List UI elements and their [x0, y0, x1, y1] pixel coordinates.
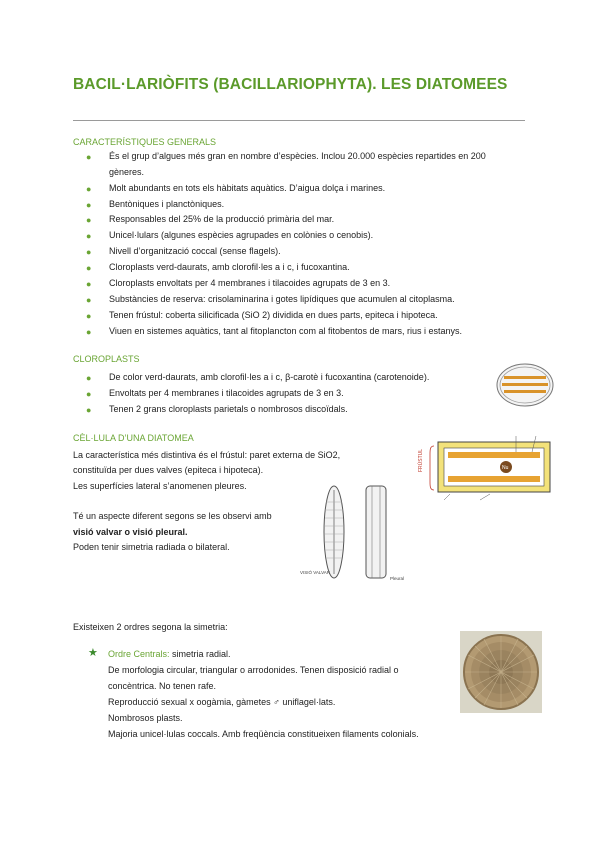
paragraph-line: Reproducció sexual x oogàmia, gàmetes ♂ uniflagel·lats.	[108, 697, 336, 707]
bullet-icon: ●	[86, 295, 92, 305]
ordre-centrals-desc: simetria radial.	[169, 649, 231, 659]
list-item: Cloroplasts verd-daurats, amb clorofil·les a i c, i fucoxantina.	[109, 262, 350, 272]
list-item: Responsables del 25% de la producció primària del mar.	[109, 214, 335, 224]
list-item: Tenen frústul: coberta silicificada (SiO 2) dividida en dues parts, epiteca i hipoteca.	[109, 310, 438, 320]
list-item: Unicel·lulars (algunes espècies agrupades en colònies o cenobis).	[109, 230, 374, 240]
bullet-icon: ●	[86, 184, 92, 194]
paragraph-line: visió valvar o visió pleural.	[73, 527, 188, 537]
list-item: Cloroplasts envoltats per 4 membranes i tilacoides agrupats de 3 en 3.	[109, 278, 391, 288]
bullet-icon: ●	[86, 247, 92, 257]
list-item: És el grup d’algues més gran en nombre d’espècies. Inclou 20.000 espècies repartides en 200	[109, 151, 486, 161]
pleural-label: Pleural	[390, 576, 405, 581]
paragraph-line: Les superfícies lateral s’anomenen pleures.	[73, 481, 247, 491]
paragraph-line: constituïda per dues valves (epiteca i hipoteca).	[73, 465, 264, 475]
list-item: Substàncies de reserva: crisolaminarina i gotes lipídiques que acumulen al citoplasma.	[109, 294, 455, 304]
bullet-icon: ●	[86, 231, 92, 241]
title-divider	[73, 120, 525, 121]
list-item: Envoltats per 4 membranes i tilacoides agrupats de 3 en 3.	[109, 388, 344, 398]
list-item: Bentòniques i planctòniques.	[109, 199, 225, 209]
central-diatom-photo	[460, 631, 542, 713]
star-icon: ★	[88, 647, 98, 659]
bullet-icon: ●	[86, 200, 92, 210]
list-item: Viuen en sistemes aquàtics, tant al fitoplancton com al fitobentos de mars, rius i estanys.	[109, 326, 463, 336]
list-item: De color verd-daurats, amb clorofil·les a i c, β-carotè i fucoxantina (carotenoide).	[109, 372, 430, 382]
list-item: Tenen 2 grans cloroplasts parietals o nombrosos discoïdals.	[109, 404, 348, 414]
paragraph-line: La característica més distintiva és el frústul: paret externa de SiO2,	[73, 450, 341, 460]
section-heading-generals: CARACTERÍSTIQUES GENERALS	[73, 137, 217, 147]
bullet-icon: ●	[86, 263, 92, 273]
bullet-icon: ●	[86, 311, 92, 321]
nucleus-label: Nu	[502, 465, 509, 471]
bullet-icon: ●	[86, 215, 92, 225]
frustul-label: FRÚSTUL	[418, 448, 424, 472]
chloroplast-illustration	[495, 362, 555, 408]
list-item: Nivell d’organització coccal (sense flagels).	[109, 246, 281, 256]
list-item-continuation: gèneres.	[109, 167, 145, 177]
bullet-icon: ●	[86, 279, 92, 289]
paragraph-line: Majoria unicel·lulas coccals. Amb freqüència constitueixen filaments colonials.	[108, 729, 419, 739]
bullet-icon: ●	[86, 389, 92, 399]
visio-valvar-label: VISIÓ VALVAR	[300, 570, 331, 575]
bullet-icon: ●	[86, 373, 92, 383]
diatom-cell-diagram	[420, 432, 560, 504]
list-item: Molt abundants en tots els hàbitats aquàtics. D’aigua dolça i marines.	[109, 183, 386, 193]
page-title: BACIL·LARIÒFITS (BACILLARIOPHYTA). LES DIATOMEES	[73, 76, 508, 93]
ordres-intro: Existeixen 2 ordres segona la simetria:	[73, 622, 228, 632]
paragraph-line: concèntrica. No tenen rafe.	[108, 681, 217, 691]
bullet-icon: ●	[86, 152, 92, 162]
paragraph-line: De morfologia circular, triangular o arrodonides. Tenen disposició radial o	[108, 665, 399, 675]
frustule-views-illustration	[300, 482, 420, 586]
ordre-centrals-heading	[108, 646, 231, 662]
paragraph-line: Nombrosos plasts.	[108, 713, 183, 723]
paragraph-line: Poden tenir simetria radiada o bilateral.	[73, 542, 230, 552]
section-heading-cloroplasts: CLOROPLASTS	[73, 354, 140, 364]
paragraph-line: Té un aspecte diferent segons se les observi amb	[73, 511, 272, 521]
bullet-icon: ●	[86, 327, 92, 337]
section-heading-cellula: CÈL·LULA D’UNA DIATOMEA	[73, 433, 194, 443]
bullet-icon: ●	[86, 405, 92, 415]
ordre-centrals-label: Ordre Centrals:	[108, 649, 170, 659]
